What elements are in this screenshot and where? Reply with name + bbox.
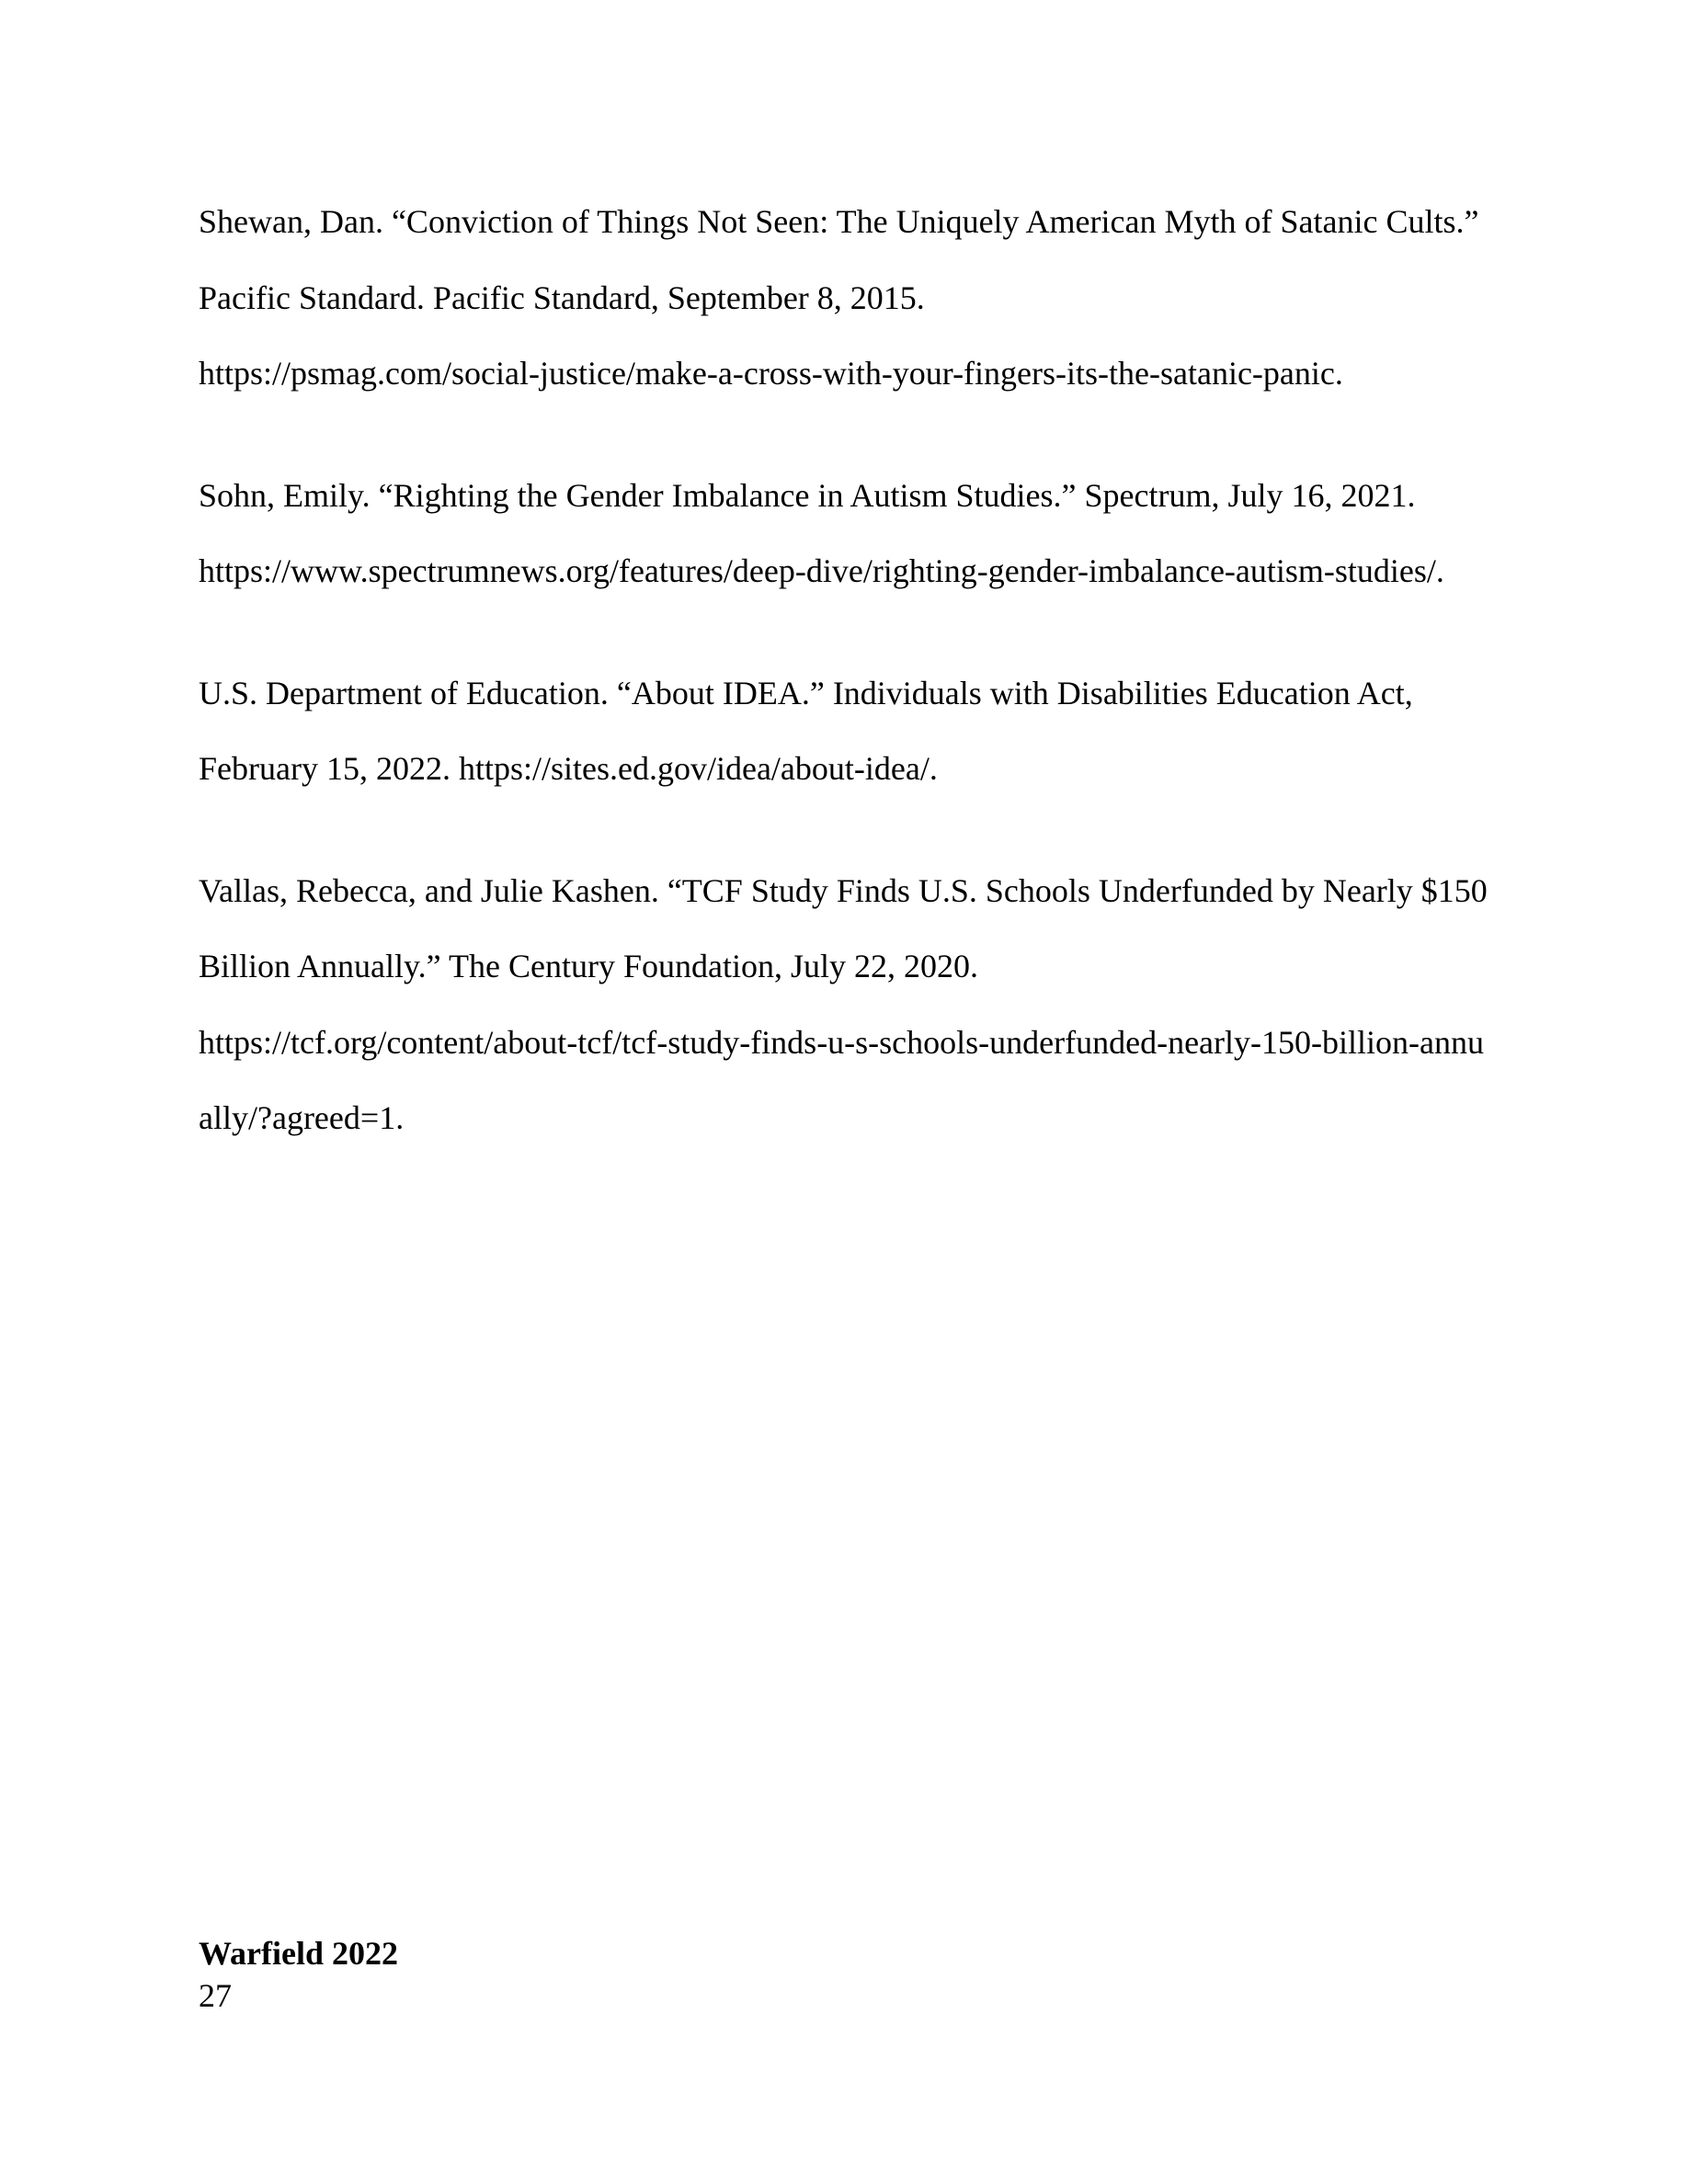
entry-url: ally/?agreed=1. (199, 1099, 405, 1136)
entry-line: Billion Annually.” The Century Foundation, July 22, 2020. (199, 948, 978, 984)
bibliography-entry-us-dept-education (199, 655, 1504, 807)
bibliography-entry-shewan (199, 184, 1504, 412)
bibliography-entry-sohn (199, 458, 1504, 609)
entry-line: Vallas, Rebecca, and Julie Kashen. “TCF Study Finds U.S. Schools Underfunded by Nearly $150 (199, 871, 1488, 909)
entry-url: https://psmag.com/social-justice/make-a-cross-with-your-fingers-its-the-satanic-panic. (199, 355, 1343, 392)
page-number: 27 (199, 1977, 232, 2014)
footer-title: Warfield 2022 (199, 1935, 398, 1972)
entry-url: https://www.spectrumnews.org/features/deep-dive/righting-gender-imbalance-autism-studies/. (199, 552, 1444, 589)
bibliography-entry-vallas (199, 853, 1504, 1156)
entry-line: U.S. Department of Education. “About IDEA.” Individuals with Disabilities Education Act, (199, 674, 1413, 711)
bibliography (199, 184, 1504, 1202)
entry-line: Pacific Standard. Pacific Standard, September 8, 2015. (199, 279, 925, 316)
entry-line: Sohn, Emily. “Righting the Gender Imbalance in Autism Studies.” Spectrum, July 16, 2021. (199, 476, 1416, 514)
entry-line: Shewan, Dan. “Conviction of Things Not Seen: The Uniquely American Myth of Satanic Cults.” (199, 203, 1479, 240)
entry-line: February 15, 2022. https://sites.ed.gov/idea/about-idea/. (199, 750, 938, 787)
entry-url: https://tcf.org/content/about-tcf/tcf-study-finds-u-s-schools-underfunded-nearly-150-billion-annu (199, 1023, 1484, 1061)
page-footer (199, 1932, 398, 2017)
